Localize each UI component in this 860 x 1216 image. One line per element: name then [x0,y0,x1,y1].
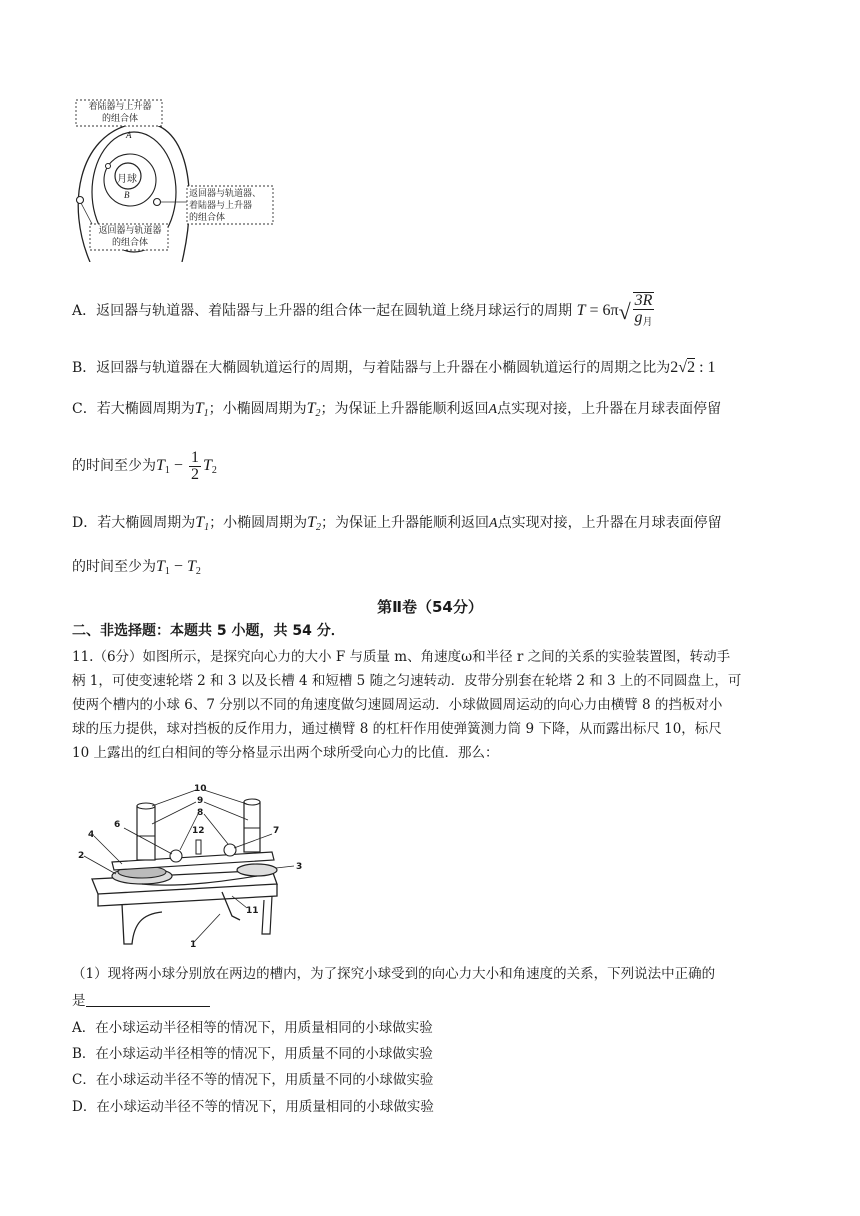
fig2-label-8: 8 [197,808,204,818]
option-d-text2: ；小椭圆周期为 [209,515,308,531]
option-d-answer [156,558,201,575]
fig2-label-1: 1 [190,940,197,950]
q11-sub1-line2-text: 是 [72,993,86,1009]
q11-line5: 10 上露出的红白相间的等分格显示出两个球所受向心力的比值．那么： [72,745,499,761]
option-a-formula [576,292,657,328]
option-a-den: g [634,309,643,326]
option-c-answer [156,449,217,483]
option-c-ans-T2: T [202,457,212,475]
option-a-num: 3R [634,292,653,309]
option-d-text4: 点实现对接，上升器在月球表面停留 [497,515,722,531]
option-d-t1-sub: 1 [204,522,210,533]
fig2-label-3: 3 [296,862,303,872]
fig1-box-top-line2: 的组合体 [101,114,138,124]
option-c-text2: ；小椭圆周期为 [208,401,307,417]
option-b [72,358,716,378]
fig1-label-b: B [124,190,130,200]
q11-option-d: D．在小球运动半径不等的情况下，用质量相同的小球做实验 [72,1099,434,1115]
option-c-line1 [72,399,721,424]
option-c-line2 [72,450,217,483]
option-d-ans-T2-sub: 2 [195,566,201,577]
option-a-den-sub: 月 [642,317,653,328]
q11-option-a: A．在小球运动半径相等的情况下，用质量相同的小球做实验 [72,1020,433,1036]
fig2-label-6: 6 [114,820,121,830]
option-b-ratio [670,358,715,376]
fig2-label-12: 12 [192,826,205,836]
option-b-ratio-post: : 1 [695,359,716,376]
option-d-text3: ；为保证上升器能顺利返回 [321,515,490,531]
fig1-box-bottom-line2: 的组合体 [111,238,148,248]
option-b-sqrt-sign: √ [678,359,688,376]
option-a-T: T [576,302,586,320]
option-c-text3: ；为保证上升器能顺利返回 [320,401,489,417]
q11-line3: 使两个槽内的小球 6、7 分别以不同的角速度做匀速圆周运动．小球做圆周运动的向心力由横臂 8 的挡板对小 [72,697,723,713]
fig2-label-2: 2 [78,851,85,861]
option-c-ans-half-den: 2 [190,466,199,483]
option-d-point-a: A [489,516,498,531]
q11-sub1-line2 [72,991,210,1011]
option-c-t2-T: T [306,400,316,417]
option-c-ans-half [189,450,201,483]
option-a-fraction [633,292,655,331]
fig1-label-a: A [126,130,132,140]
q11-option-b: B．在小球运动半径相等的情况下，用质量不同的小球做实验 [72,1046,433,1062]
fig1-box-right [189,188,273,224]
option-c-ans-T2-sub: 2 [211,465,217,477]
section-heading: 二、非选择题：本题共 5 小题，共 54 分． [72,623,345,639]
option-c-text1: C．若大椭圆周期为 [72,401,195,417]
option-d-ans-T2: T [186,558,196,575]
fig1-moon-label: 月球 [117,174,137,185]
option-d-t1-T: T [195,514,205,531]
option-c-t1-sub: 1 [203,408,209,419]
option-d-t1 [195,514,209,531]
option-a-text: A．返回器与轨道器、着陆器与上升器的组合体一起在圆轨道上绕月球运行的周期 [72,303,573,320]
option-c-t2-sub: 2 [315,408,321,419]
option-d-text1: D．若大椭圆周期为 [72,515,196,531]
apparatus-diagram [72,784,312,952]
option-a-sqrt-sign: √ [618,299,631,325]
fig2-label-11: 11 [246,906,259,916]
option-d-line2 [72,557,201,582]
option-b-ratio-root: 2 [687,359,696,376]
option-d-t2 [307,514,321,531]
option-d-ans-minus: − [169,558,187,575]
q11-option-c: C．在小球运动半径不等的情况下，用质量不同的小球做实验 [72,1072,434,1088]
option-c-t1 [195,400,209,417]
option-c-text4: 点实现对接，上升器在月球表面停留 [497,401,722,417]
option-b-text: B．返回器与轨道器在大椭圆轨道运行的周期，与着陆器与上升器在小椭圆轨道运行的周期之比为 [72,360,671,376]
option-a-eq: = 6π [585,302,619,320]
fig1-box-bottom [92,225,168,249]
q11-line2: 柄 1，可使变速轮塔 2 和 3 以及长槽 4 和短槽 5 随之匀速转动．皮带分别套在轮塔 2 和 3 上的不同圆盘上，可 [72,673,742,689]
option-b-ratio-pre: 2 [670,359,679,376]
fig2-label-10: 10 [194,784,207,794]
option-d-line1 [72,513,722,538]
q11-line1: 11.（6分）如图所示，是探究向心力的大小 F 与质量 m、角速度ω和半径 r 之间的关系的实验装置图，转动手 [72,649,731,665]
option-c-text5: 的时间至少为 [72,458,156,475]
fig1-box-top [78,101,162,125]
q11-sub1-line1: （1）现将两小球分别放在两边的槽内，为了探究小球受到的向心力大小和角速度的关系，下列说法中正确的 [72,966,716,982]
fig2-label-4: 4 [88,830,95,840]
fig1-box-top-line1: 着陆器与上升器 [88,102,152,112]
option-d-t2-T: T [307,514,317,531]
option-d-ans-T1-sub: 1 [164,566,170,577]
fig2-label-7: 7 [273,826,280,836]
fig1-box-right-line1: 返回器与轨道器、 [189,189,262,199]
option-d-ans-T1: T [156,558,165,575]
fig1-box-right-line3: 的组合体 [189,213,226,223]
option-d-t2-sub: 2 [316,522,322,533]
answer-blank[interactable] [86,992,210,1007]
option-c-t1-T: T [194,400,204,417]
section-title: 第Ⅱ卷（54分） [377,598,483,616]
option-c-point-a: A [488,402,498,417]
fig1-box-right-line2: 着陆器与上升器 [189,201,253,211]
option-c-ans-minus: − [169,457,187,475]
option-d-text5: 的时间至少为 [72,559,156,575]
option-a [72,292,656,331]
option-c-t2 [307,400,321,417]
option-c-ans-T1-sub: 1 [164,465,170,477]
q11-line4: 球的压力提供，球对挡板的反作用力，通过横臂 8 的杠杆作用使弹簧测力筒 9 下降，从而露出标尺 10，标尺 [72,721,722,737]
fig1-box-bottom-line1: 返回器与轨道器 [98,226,162,236]
option-c-ans-half-num: 1 [190,449,199,466]
fig2-label-9: 9 [197,796,204,806]
option-c-ans-T1: T [156,457,165,475]
